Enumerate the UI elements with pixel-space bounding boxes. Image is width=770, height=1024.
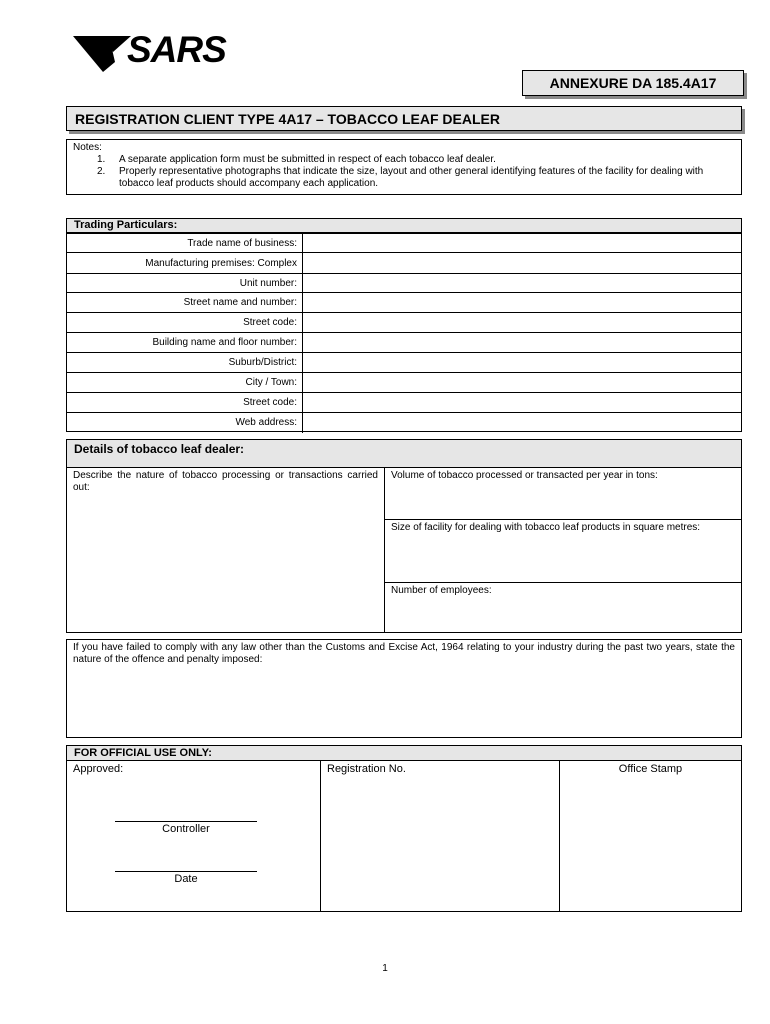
registration-number-box[interactable] [320,761,559,911]
note-item [73,154,735,166]
approved-box [67,761,320,911]
controller-label: Controller [162,823,210,835]
logo-text: SARS [127,29,226,70]
form-title: REGISTRATION CLIENT TYPE 4A17 – TOBACCO LEAF DEALER [66,106,742,131]
field-label: Street code: [67,393,303,413]
official-use-section [66,745,742,912]
page-number: 1 [382,963,388,974]
field-label: City / Town: [67,373,303,393]
date-signature-line[interactable] [115,871,257,872]
field-label: Unit number: [67,274,303,293]
street-code-field[interactable] [303,313,742,333]
notes-box [66,139,742,195]
dealer-details-section [66,439,742,633]
building-floor-field[interactable] [303,333,742,353]
controller-signature-line[interactable] [115,821,257,822]
office-stamp-box[interactable] [559,761,741,911]
trade-name-field[interactable] [303,234,742,253]
facility-size-field[interactable]: Size of facility for dealing with tobacco leaf products in square metres: [384,519,741,582]
note-number: 2. [97,166,106,177]
premises-complex-field[interactable] [303,253,742,274]
annual-volume-field[interactable]: Volume of tobacco processed or transacted per year in tons: [384,468,741,519]
trading-particulars-section [66,218,742,432]
note-text: A separate application form must be submitted in respect of each tobacco leaf dealer. [119,154,496,165]
note-number: 1. [97,154,106,165]
official-use-heading: FOR OFFICIAL USE ONLY: [67,746,741,761]
web-address-field[interactable] [303,413,742,433]
city-field[interactable] [303,373,742,393]
trading-particulars-table [67,233,741,433]
approved-label: Approved: [73,763,124,775]
field-label: Web address: [67,413,303,433]
field-label: Manufacturing premises: Complex [67,253,303,274]
annexure-label: ANNEXURE DA 185.4A17 [522,70,744,96]
employees-field[interactable]: Number of employees: [384,582,741,632]
notes-heading: Notes: [73,142,102,153]
processing-nature-field[interactable]: Describe the nature of tobacco processing or transactions carried out: [73,470,378,493]
field-label: Building name and floor number: [67,333,303,353]
field-label: Street code: [67,313,303,333]
date-label: Date [174,873,198,885]
note-item [73,166,735,190]
note-text: Properly representative photographs that indicate the size, layout and other general identifying features of the facility for dealing with tobacco leaf products should accompany each application. [119,166,704,189]
unit-number-field[interactable] [303,274,742,293]
field-label: Trade name of business: [67,234,303,253]
offence-field[interactable]: If you have failed to comply with any law other than the Customs and Excise Act, 1964 relating to your industry during the past two years, state the nature of the offence and penalty imposed: [66,639,742,738]
sars-logo [73,29,243,70]
suburb-field[interactable] [303,353,742,373]
trading-particulars-heading: Trading Particulars: [67,219,741,233]
office-stamp-label: Office Stamp [618,763,683,775]
dealer-details-heading: Details of tobacco leaf dealer: [67,440,741,468]
street-name-field[interactable] [303,293,742,313]
registration-number-label: Registration No. [327,763,406,775]
field-label: Suburb/District: [67,353,303,373]
sars-logo-mark-icon [73,32,133,72]
field-label: Street name and number: [67,293,303,313]
street-code-2-field[interactable] [303,393,742,413]
